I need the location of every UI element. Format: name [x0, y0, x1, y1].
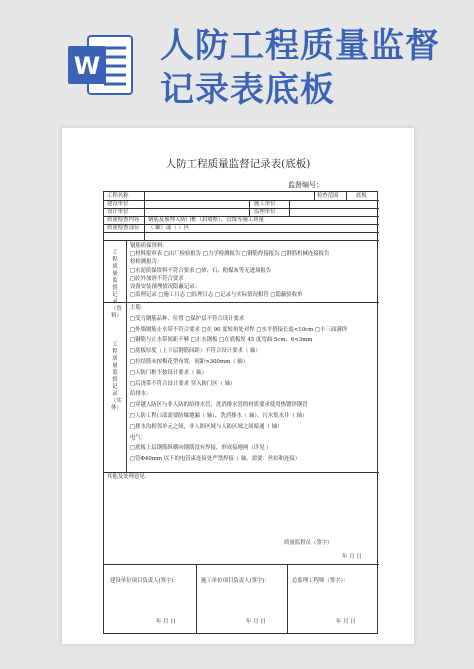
inspector-date: 年 月 日 — [342, 554, 362, 560]
check-scope-value: 底板 — [356, 193, 367, 199]
inspector-signature-label: 质量监督员（签字） — [284, 540, 333, 546]
checklist-line: □砼外加剂不符合要求 — [130, 275, 184, 282]
record-table — [103, 191, 378, 634]
construction-date: 年 月 日 — [156, 619, 176, 625]
construction-signature-label: 建设单位项目负责人(签字)： — [110, 578, 179, 584]
checklist-line: 检检测报告： — [130, 259, 163, 266]
word-logo-icon — [66, 30, 136, 100]
label-col-divider — [126, 240, 127, 472]
document-page — [62, 128, 414, 644]
check-location-label: 质量检查部位 — [107, 225, 140, 231]
checklist-line: 钢筋质保资料： — [130, 243, 168, 249]
banner-title-line1: 人防工程质量监督 — [160, 26, 440, 66]
section-data-label: 工程质量监督记录（资料） — [111, 250, 122, 319]
col-divider — [249, 200, 250, 216]
col-divider — [287, 564, 288, 634]
checklist-line: □钢筋与止水带间距不够 □止水钢板 □在底板厚 45 度弯曲 5cm、6<3mm — [130, 337, 313, 344]
row-divider — [104, 208, 379, 209]
checklist-line: □受力钢筋品种、位置 □保护层不符合设计要求 — [130, 315, 245, 322]
supervisor-date: 年 月 日 — [336, 619, 356, 625]
supervision-unit-label: 监理单位 — [254, 209, 276, 215]
section-divider — [104, 472, 379, 473]
checklist-line: □水泥质保资料不符合要求 □砂、石、粉煤灰等无进场报告 — [130, 267, 272, 274]
col-divider — [196, 564, 197, 634]
row-divider — [104, 232, 379, 233]
checklist-line: 电气： — [130, 434, 147, 441]
checklist-line: □监理记录 □施工日志 □监理日志 □记录与实际情况相符 □隐蔽验收单 — [130, 292, 303, 299]
checklist-line: □排水沟相邻单元之间，非人防区域与人防区域之间暗通（ 轴） — [130, 423, 283, 430]
checklist-line: □后浇带不符合设计要求 穿入防门区（ 轴） — [130, 380, 236, 387]
construction-unit-label: 建设单位 — [107, 201, 129, 207]
checklist-line: □外墙钢筋止水带不符合要求 □在 90 度转角处对焊 □水平搭接长度<10cm □丰三面满焊 — [130, 326, 348, 333]
checklist-line: □拉结筋未按梅花型布置，间距>300mm（ 轴） — [130, 359, 249, 365]
col-divider — [289, 200, 290, 216]
row-divider — [104, 224, 379, 225]
checklist-line: □底板上层钢筋纵横向钢筋没有焊接，形成接地网（详见 ） — [130, 445, 272, 452]
check-content-label: 质量检查内容 — [107, 217, 140, 223]
document-title: 人防工程质量监督记录表(底板) — [165, 158, 311, 170]
builder-unit-label: 施工单位 — [254, 201, 276, 207]
banner-title — [160, 24, 460, 112]
builder-date: 年 月 日 — [246, 619, 266, 625]
logo-letter: W — [73, 52, 101, 80]
project-name-label: 工程名称 — [107, 193, 129, 199]
checklist-line: □材料报审表 □出厂检验报告 □力学检测报告 □钢筋焊接报告 □钢筋机械连接报告 — [130, 251, 330, 258]
section-divider — [104, 302, 379, 303]
banner — [0, 0, 474, 128]
design-unit-label: 设计单位 — [107, 209, 129, 215]
checklist-line: 设备安装预埋情况隐蔽记录： — [130, 284, 201, 290]
checklist-line: □管Φ40mm 以下的电管束连接处严禁焊接（ 轴，需要：丝扣和连接） — [130, 456, 301, 463]
section-physical-label: 工程质量监督记录（实体） — [111, 342, 122, 411]
row-divider — [104, 240, 379, 241]
col-divider — [144, 192, 145, 240]
other-opinions-label: 其他及处理意见： — [107, 474, 151, 480]
check-content-value: 钢筋及预埋人防门框（封堵框）、管线等施工质量 — [148, 217, 264, 223]
col-divider — [346, 192, 347, 200]
check-scope-label: 检查范围 — [317, 193, 339, 199]
checklist-line: □人防门框不按设计要求（ 轴） — [130, 369, 207, 376]
banner-title-line2: 记录表底板 — [160, 70, 335, 110]
check-location-value: （ 轴）或（ ）区 — [148, 225, 190, 231]
col-divider — [314, 192, 315, 200]
builder-signature-label: 施工单位项目负责人(签字)： — [201, 578, 270, 584]
section-divider — [104, 564, 379, 565]
checklist-line: 给排水： — [130, 391, 152, 398]
row-divider — [104, 200, 379, 201]
checklist-line: 主筋： — [130, 305, 147, 311]
checklist-line: □人防工程口部需要防爆地漏（ 轴），洗消排水（ 轴），污水集水井（ 轴） — [130, 413, 308, 419]
supervision-number-label: 监督编号： — [288, 181, 323, 189]
checklist-line: □穿越人防区与非人防的给排水管，洗消排水管的材质要求使用热镀锌钢管 — [130, 402, 308, 409]
checklist-line: □底板厚度（上下层钢筋间距）不符合设计要求（ 轴） — [130, 348, 261, 355]
supervisor-signature-label: 总监理工程师（签字）： — [292, 578, 349, 584]
